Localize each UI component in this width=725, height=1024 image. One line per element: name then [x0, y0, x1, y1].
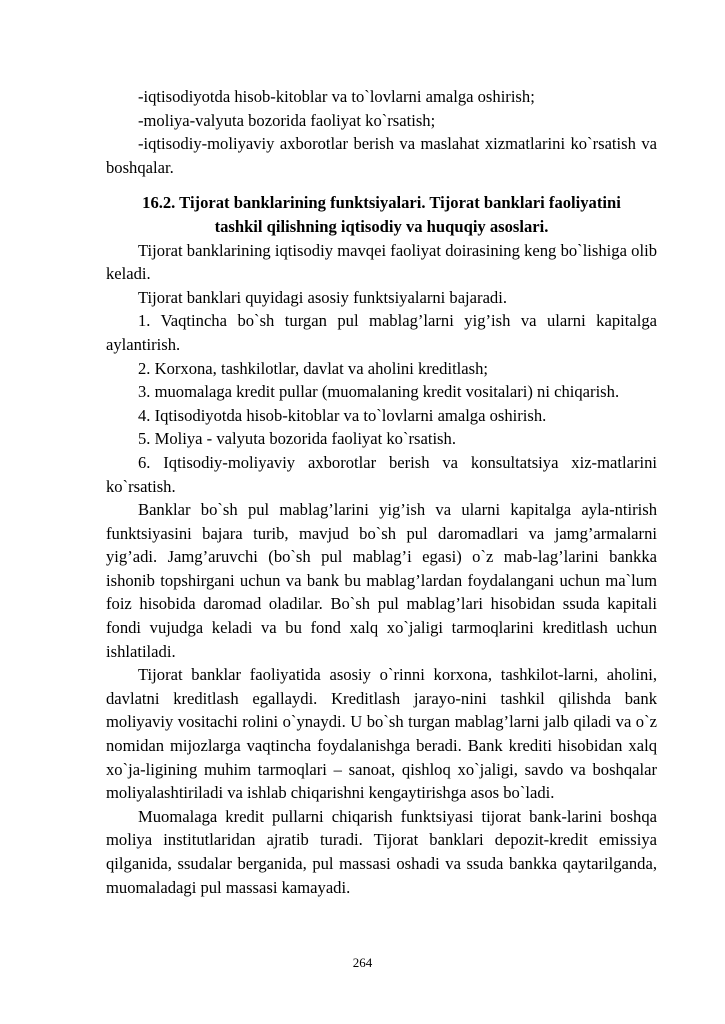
paragraph: Muomalaga kredit pullarni chiqarish funktsiyasi tijorat bank-larini boshqa moliya institutlaridan ajratib turadi. Tijorat banklari depozit-kredit emissiya qilganida, ssudalar berganida, pul massasi oshadi va ssuda bankka qaytarilganda, muomaladagi pul massasi kamayadi. [106, 806, 657, 897]
paragraph: -moliya-valyuta bozorida faoliyat ko`rsatish; [138, 110, 436, 130]
paragraph: -iqtisodiy-moliyaviy axborotlar berish va maslahat xizmatlarini ko`rsatish va boshqalar. [106, 134, 657, 177]
list-item: 5. Moliya - valyuta bozorida faoliyat ko`rsatish. [138, 429, 456, 449]
paragraph: -iqtisodiyotda hisob-kitoblar va to`lovlarni amalga oshirish; [138, 87, 535, 106]
page-number: 264 [352, 955, 373, 970]
paragraph: Tijorat banklar faoliyatida asosiy o`rinni korxona, tashkilot-larni, aholini, davlatni kreditlash egallaydi. Kreditlash jarayo-nini tashkil qilishda bank moliyaviy vositachi rolini o`ynaydi. U bo`sh turgan mablag’larni jalb qiladi va o`z nomidan mijozlarga vaqtincha foydalanishga beradi. Bank krediti hisobidan xalq xo`ja-ligining muhim tarmoqlari – sanoat, qishloq xo`jaligi, savdo va boshqalar moliyalashtiriladi va ishlab chiqarishni kengaytirishga asos bo`ladi. [106, 665, 657, 803]
list-item: 3. muomalaga kredit pullar (muomalaning kredit vositalari) ni chiqarish. [138, 382, 620, 402]
list-item: 4. Iqtisodiyotda hisob-kitoblar va to`lovlarni amalga oshirish. [138, 405, 547, 425]
paragraph: Banklar bo`sh pul mablag’larini yig’ish va ularni kapitalga ayla-ntirish funktsiyasini bajara turib, mavjud bo`sh pul daromadlari va jamg’armalarni yig’adi. Jamg’aruvchi (bo`sh pul mablag’i egasi) o`z mab-lag’larini bankka ishonib topshirgani uchun va bank bu mablag’lardan foydalangani uchun ma`lum foiz hisobida daromad oladilar. Bo`sh pul mablag’lari hisobidan ssuda kapitali fondi vujudga keladi va bu fond xalq xo`jaligi tarmoqlarini kreditlash uchun ishlatiladi. [106, 500, 657, 661]
text-block [106, 85, 657, 899]
list-item: 2. Korxona, tashkilotlar, davlat va aholini kreditlash; [138, 358, 489, 378]
list-item: 6. Iqtisodiy-moliyaviy axborotlar berish va konsultatsiya xiz-matlarini ko`rsatish. [106, 452, 657, 496]
section-heading: 16.2. Tijorat banklarining funktsiyalari. Tijorat banklari faoliyatini tashkil qilishning iqtisodiy va huquqiy asoslari. [142, 193, 621, 236]
paragraph: Tijorat banklarining iqtisodiy mavqei faoliyat doirasining keng bo`lishiga olib keladi. [106, 240, 657, 284]
list-item: 1. Vaqtincha bo`sh turgan pul mablag’larni yig’ish va ularni kapitalga aylantirish. [106, 311, 657, 354]
paragraph: Tijorat banklari quyidagi asosiy funktsiyalarni bajaradi. [138, 287, 507, 307]
